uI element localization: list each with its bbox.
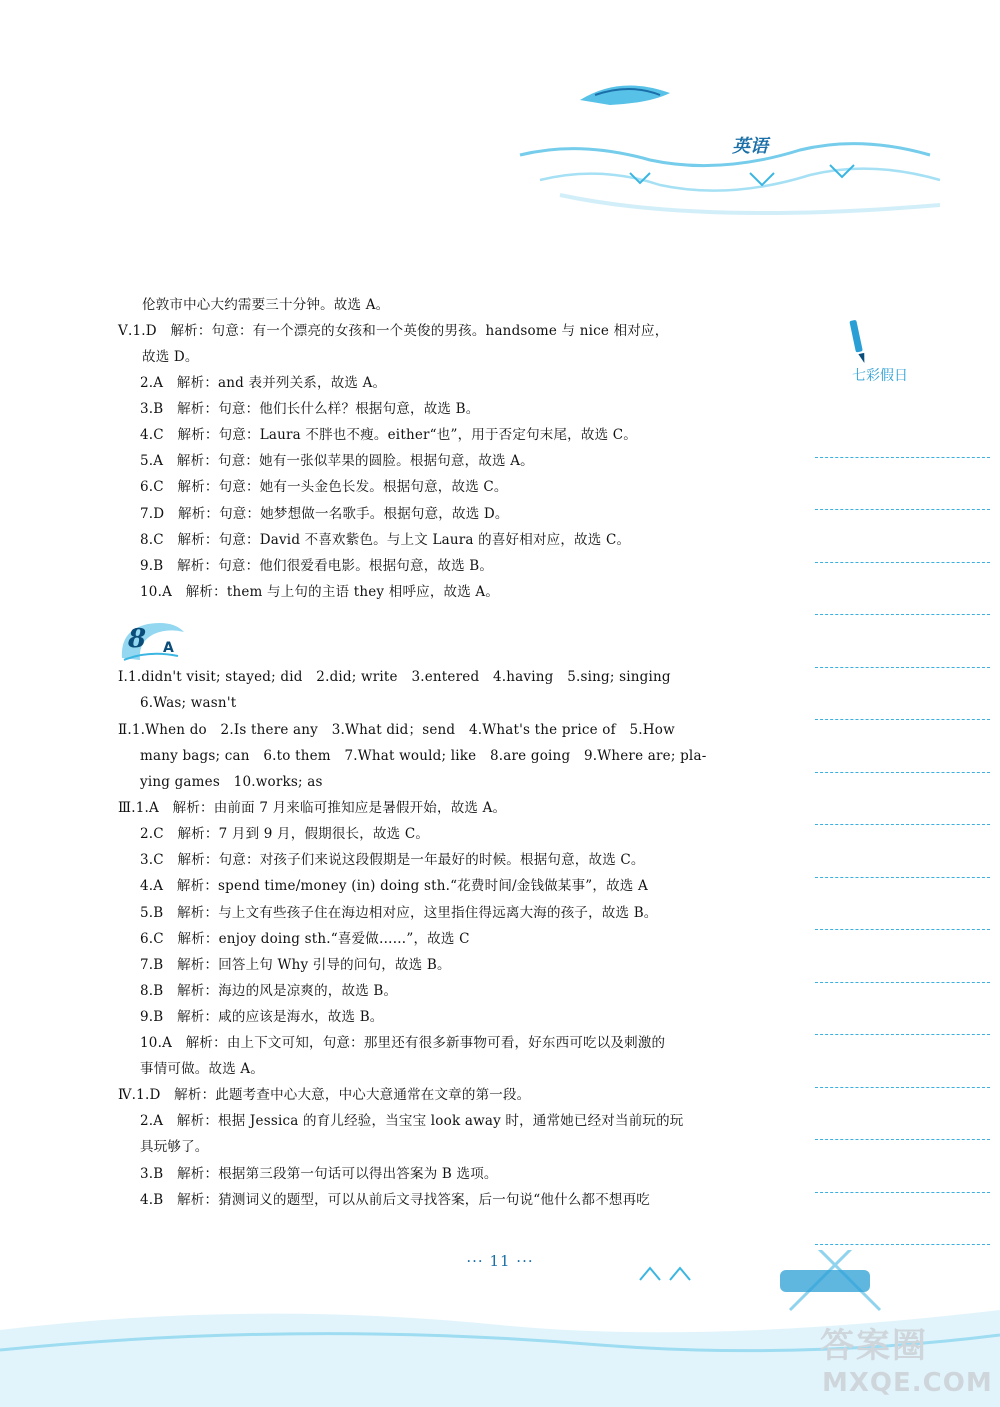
text-line: Ⅰ.1.didn't visit; stayed; did 2.did; write 3.entered 4.having 5.sing; singing [118, 669, 671, 685]
section-number: 8 [128, 624, 147, 654]
text-line: 7.B 解析：回答上句 Why 引导的问句，故选 B。 [140, 957, 451, 973]
note-line [815, 1035, 990, 1088]
text-line: 8.C 解析：句意：David 不喜欢紫色。与上文 Laura 的喜好相对应，故选 C。 [140, 532, 631, 548]
text-line: 3.B 解析：句意：他们长什么样？根据句意，故选 B。 [140, 401, 480, 417]
text-line: 6.C 解析：句意：她有一头金色长发。根据句意，故选 C。 [140, 479, 508, 495]
text-line: 8.B 解析：海边的风是凉爽的，故选 B。 [140, 983, 398, 999]
text-line: 10.A 解析：them 与上句的主语 they 相呼应，故选 A。 [140, 584, 500, 600]
note-line [815, 983, 990, 1036]
note-line [815, 563, 990, 616]
watermark-logo: 答案圈 [820, 1326, 928, 1366]
text-line: 事情可做。故选 A。 [140, 1061, 265, 1077]
text-line: 3.B 解析：根据第三段第一句话可以得出答案为 B 选项。 [140, 1166, 498, 1182]
note-line [815, 510, 990, 563]
text-line: Ⅲ.1.A 解析：由前面 7 月来临可推知应是暑假开始，故选 A。 [118, 800, 507, 816]
note-line [815, 1193, 990, 1246]
note-line [815, 720, 990, 773]
text-line: ying games 10.works; as [140, 774, 323, 790]
text-line: 故选 D。 [142, 349, 199, 365]
side-label: 七彩假日 [852, 368, 908, 384]
note-lines [815, 405, 990, 1245]
text-line: 4.C 解析：句意：Laura 不胖也不瘦。either“也”，用于否定句末尾，故选 C。 [140, 427, 638, 443]
note-line [815, 405, 990, 458]
text-line: Ⅳ.1.D 解析：此题考查中心大意，中心大意通常在文章的第一段。 [118, 1087, 531, 1103]
text-line: 5.A 解析：句意：她有一张似苹果的圆脸。根据句意，故选 A。 [140, 453, 534, 469]
note-line [815, 1140, 990, 1193]
text-line: 具玩够了。 [140, 1139, 209, 1155]
text-line: 9.B 解析：句意：他们很爱看电影。根据句意，故选 B。 [140, 558, 494, 574]
note-line [815, 773, 990, 826]
text-line: 2.A 解析：根据 Jessica 的育儿经验，当宝宝 look away 时，通常她已经对当前玩的玩 [140, 1113, 684, 1129]
text-line: Ⅱ.1.When do 2.Is there any 3.What did；send 4.What's the price of 5.How [118, 722, 675, 738]
section-letter: A [163, 640, 174, 656]
note-line [815, 615, 990, 668]
note-line [815, 825, 990, 878]
text-line: Ⅴ.1.D 解析：句意：有一个漂亮的女孩和一个英俊的男孩。handsome 与 nice 相对应， [118, 323, 669, 339]
note-line [815, 930, 990, 983]
text-line: many bags; can 6.to them 7.What would; like 8.are going 9.Where are; pla- [140, 748, 707, 764]
text-line: 4.B 解析：猜测词义的题型，可以从前后文寻找答案，后一句说“他什么都不想再吃 [140, 1192, 651, 1208]
note-line [815, 668, 990, 721]
text-line: 5.B 解析：与上文有些孩子住在海边相对应，这里指住得远离大海的孩子，故选 B。 [140, 905, 658, 921]
note-line [815, 878, 990, 931]
text-line: 9.B 解析：咸的应该是海水，故选 B。 [140, 1009, 384, 1025]
text-line: 3.C 解析：句意：对孩子们来说这段假期是一年最好的时候。根据句意，故选 C。 [140, 852, 645, 868]
text-line: 7.D 解析：句意：她梦想做一名歌手。根据句意，故选 D。 [140, 506, 509, 522]
note-line [815, 458, 990, 511]
text-line: 6.Was; wasn't [140, 695, 237, 711]
text-line: 2.C 解析：7 月到 9 月，假期很长，故选 C。 [140, 826, 430, 842]
text-line: 6.C 解析：enjoy doing sth.“喜爱做……”，故选 C [140, 931, 470, 947]
watermark-url: MXQE.COM [822, 1368, 993, 1398]
text-line: 4.A 解析：spend time/money (in) doing sth.“花费时间/金钱做某事”，故选 A [140, 878, 648, 894]
text-line: 10.A 解析：由上下文可知，句意：那里还有很多新事物可看，好东西可吃以及刺激的 [140, 1035, 666, 1051]
note-line [815, 1088, 990, 1141]
text-line: 2.A 解析：and 表并列关系，故选 A。 [140, 375, 387, 391]
pencil-icon [845, 318, 869, 366]
text-line: 伦敦市中心大约需要三十分钟。故选 A。 [142, 297, 390, 313]
page-number: ··· 11 ··· [466, 1252, 534, 1270]
subject-label: 英语 [732, 136, 768, 157]
